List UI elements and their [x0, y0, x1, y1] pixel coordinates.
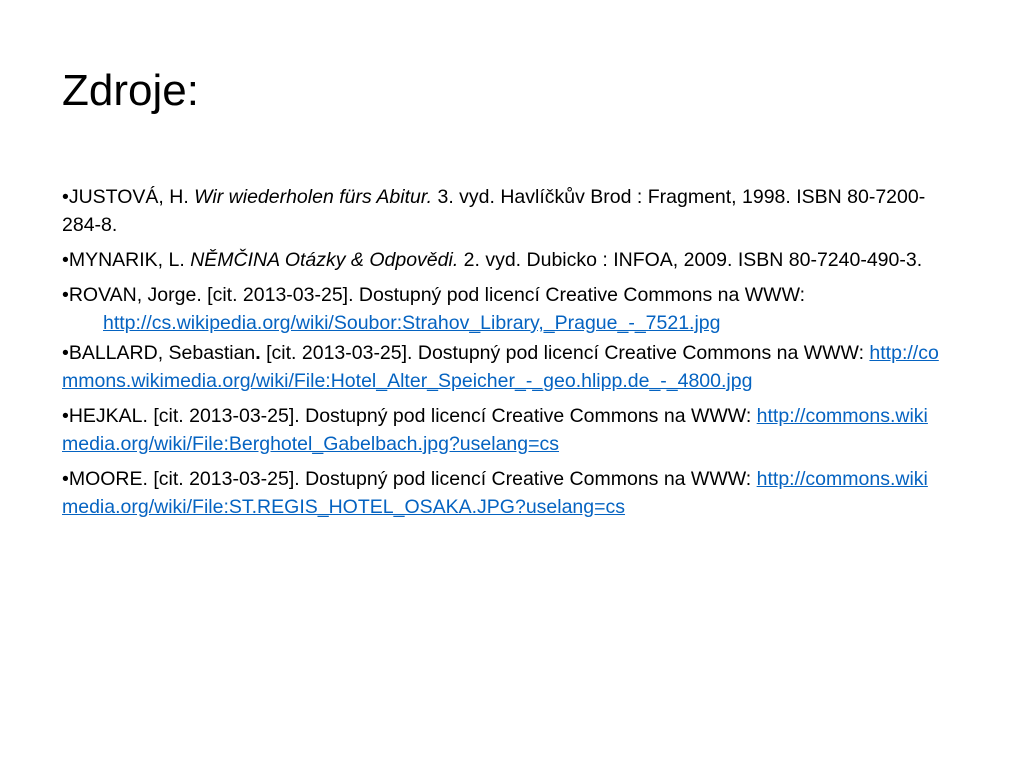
reference-text: BALLARD, Sebastian: [68, 342, 256, 364]
bullet: •: [62, 249, 69, 271]
reference-text: [cit. 2013-03-25]. Dostupný pod licencí Creative Commons na WWW:: [260, 342, 870, 364]
reference-title: NĚMČINA Otázky & Odpovědi.: [190, 249, 459, 271]
bullet: •: [62, 186, 69, 208]
reference-item-ballard: [62, 339, 942, 395]
bullet: •: [62, 284, 69, 306]
reference-link[interactable]: http://commons.wikimedia.org/wiki/File:ST.REGIS_HOTEL_OSAKA.JPG?uselang=cs: [62, 468, 928, 518]
reference-item-rovan: [62, 281, 942, 337]
reference-text: HEJKAL. [cit. 2013-03-25]. Dostupný pod licencí Creative Commons na WWW:: [68, 405, 757, 427]
bullet: •: [62, 468, 69, 490]
reference-text: JUSTOVÁ, H.: [68, 186, 195, 208]
reference-text: .: [255, 342, 261, 364]
slide-title: Zdroje:: [62, 66, 199, 115]
reference-link[interactable]: http://commons.wikimedia.org/wiki/File:Berghotel_Gabelbach.jpg?uselang=cs: [62, 405, 928, 455]
reference-item-moore: [62, 465, 942, 521]
reference-item-mynarik: [62, 246, 942, 274]
bullet: •: [62, 342, 69, 364]
reference-text: MYNARIK, L.: [68, 249, 191, 271]
reference-item-hejkal: [62, 402, 942, 458]
reference-text: 3. vyd. Havlíčkův Brod : Fragment, 1998. ISBN 80-7200-284-8.: [62, 186, 926, 236]
reference-text: MOORE. [cit. 2013-03-25]. Dostupný pod licencí Creative Commons na WWW:: [68, 468, 757, 490]
reference-text: ROVAN, Jorge. [cit. 2013-03-25]. Dostupný pod licencí Creative Commons na WWW:: [68, 284, 806, 306]
reference-link[interactable]: http://cs.wikipedia.org/wiki/Soubor:Strahov_Library,_Prague_-_7521.jpg: [103, 312, 721, 334]
reference-title: Wir wiederholen fürs Abitur.: [194, 186, 433, 208]
reference-list: [62, 183, 942, 528]
reference-link[interactable]: http://commons.wikimedia.org/wiki/File:Hotel_Alter_Speicher_-_geo.hlipp.de_-_4800.jpg: [62, 342, 939, 392]
reference-item-justova: [62, 183, 942, 239]
reference-text: 2. vyd. Dubicko : INFOA, 2009. ISBN 80-7240-490-3.: [458, 249, 923, 271]
bullet: •: [62, 405, 69, 427]
